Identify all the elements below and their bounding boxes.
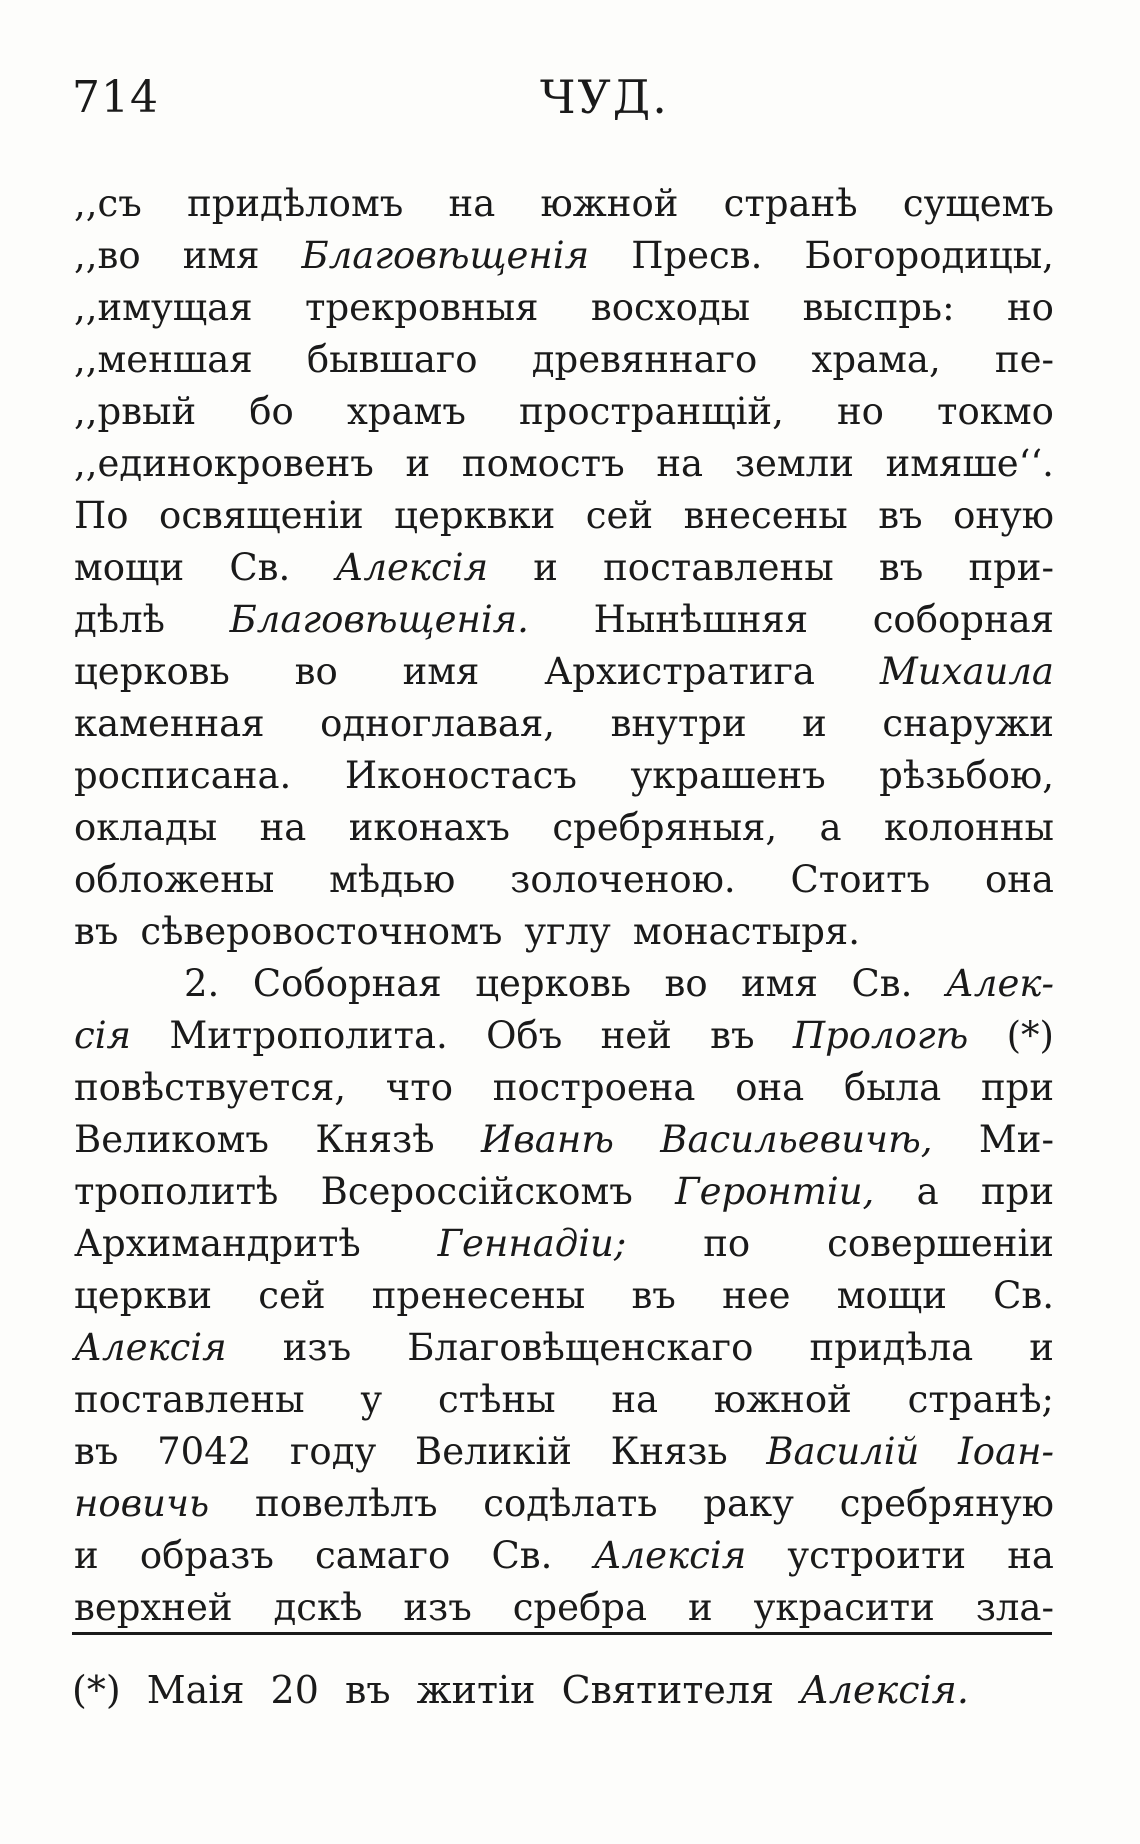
word: на [259,806,307,849]
text-line [74,1478,1054,1530]
word: сія [74,1014,132,1057]
word: изъ [282,1326,352,1369]
word: По [74,494,129,537]
word: Маія [146,1668,245,1712]
word: церкви [74,1274,212,1317]
word: 20 [270,1668,319,1712]
text-line [74,854,1054,906]
text-line [74,1166,1054,1218]
page-number: 714 [72,72,159,123]
word: самаго [315,1534,451,1577]
word: а [819,806,842,849]
word: южной [713,1378,852,1421]
word: и [405,442,431,485]
word: пространщій, [518,390,784,433]
word: Алексія. [800,1668,969,1712]
word: Благовѣщенія [301,234,590,277]
text-line [74,1426,1054,1478]
word: житіи [416,1668,536,1712]
text-line [74,1374,1054,1426]
word: Пресв. [631,234,763,277]
text-line [74,282,1054,334]
word: пренесены [371,1274,586,1317]
text-line [74,1530,1054,1582]
word: мощи [74,546,185,589]
word: Св. [491,1534,553,1577]
word: ,,единокровенъ [74,442,374,485]
word: сребряную [839,1482,1054,1525]
text-line [74,750,1054,802]
word: 2. [184,962,220,1005]
footnote [72,1668,983,1712]
word: Св. [993,1274,1054,1317]
word: зла- [975,1586,1054,1629]
word: колонны [883,806,1054,849]
word: у [360,1378,383,1421]
word: пе- [994,338,1054,381]
word: на [448,182,496,225]
body-text [74,178,1054,1634]
word: внутри [610,702,747,745]
word: бывшаго [306,338,478,381]
word: сребряныя, [552,806,778,849]
word: древяннаго [531,338,758,381]
text-line [74,1062,1054,1114]
word: росписана. [74,754,292,797]
word: она [984,858,1054,901]
word: была [843,1066,942,1109]
word: имя [402,650,480,693]
word: стѣны [437,1378,556,1421]
word: имя [182,234,260,277]
word: сѣверовосточномъ [140,910,503,953]
word: снаружи [882,702,1054,745]
word: церковь [475,962,631,1005]
word: сущемъ [902,182,1054,225]
word: раку [703,1482,794,1525]
word: Князѣ [315,1118,435,1161]
word: но [1007,286,1054,329]
word: и [74,1534,99,1577]
word: сей [585,494,654,537]
word: Иванѣ [480,1118,614,1161]
word: ,,съ [74,182,142,225]
word: токмо [937,390,1054,433]
text-line [74,698,1054,750]
word: оклады [74,806,218,849]
word: одноглавая, [320,702,556,745]
word: Ми- [978,1118,1054,1161]
word: совершеніи [827,1222,1054,1265]
word: имя [741,962,818,1005]
word: верхней [74,1586,233,1629]
word: ,,меншая [74,338,253,381]
word: церковь [74,650,230,693]
word: обложены [74,858,275,901]
word: Благовѣщенскаго [407,1326,754,1369]
text-line [74,178,1054,230]
text-line [74,386,1054,438]
word: мѣдью [329,858,456,901]
text-line [74,542,1054,594]
word: дѣлѣ [74,598,165,641]
word: внесены [683,494,848,537]
word: содѣлать [483,1482,658,1525]
word: повѣствуется, [74,1066,347,1109]
word: она [735,1066,805,1109]
word: украсити [753,1586,935,1629]
word: Алексія [593,1534,747,1577]
running-head: ЧУД. [540,70,669,124]
word: Нынѣшняя [593,598,809,641]
word: Великій [415,1430,572,1473]
word: въ [878,494,923,537]
word: храма, [811,338,941,381]
word: Св. [851,962,913,1005]
word: на [1007,1534,1054,1577]
word: трекровныя [305,286,539,329]
word: храмъ [346,390,466,433]
word: придѣломъ [187,182,404,225]
word: Архистратига [544,650,815,693]
word: Алексія [74,1326,227,1369]
text-line [74,230,1054,282]
text-line [74,646,1054,698]
word: сей [258,1274,326,1317]
word: въ [345,1668,391,1712]
word: трополитѣ [74,1170,279,1213]
word: Васильевичѣ, [660,1118,933,1161]
word: образъ [139,1534,274,1577]
text-line [74,958,1054,1010]
word: Иконостасъ [344,754,577,797]
word: ней [600,1014,672,1057]
word: золоченою. [510,858,736,901]
text-line [74,594,1054,646]
footnote-marker: (*) [72,1668,121,1712]
word: каменная [74,702,265,745]
text-line [74,490,1054,542]
text-line [74,1218,1054,1270]
word: Геронтіи, [675,1170,875,1213]
word: ,,имущая [74,286,253,329]
word: году [290,1430,377,1473]
word: въ [74,910,119,953]
word: что [385,1066,454,1109]
word: выспрь: [802,286,955,329]
word: Митрополита. [169,1014,448,1057]
word: при- [968,546,1054,589]
word: Богородицы, [804,234,1054,277]
word: въ [74,1430,119,1473]
word: въ [710,1014,755,1057]
word: Прологѣ [792,1014,969,1057]
word: углу [524,910,611,953]
word: имяше‘‘. [885,442,1054,485]
word: Алек- [945,962,1054,1005]
text-line [74,1582,1054,1634]
text-line [74,802,1054,854]
text-line [74,438,1054,490]
word: Объ [486,1014,563,1057]
word: поставлены [74,1378,305,1421]
word: построена [492,1066,696,1109]
word: странѣ; [907,1378,1054,1421]
word: Великомъ [74,1118,269,1161]
word: Геннадіи; [437,1222,627,1265]
text-line [74,906,1054,958]
footnote-rule [72,1632,1052,1635]
text-line [74,1322,1054,1374]
word: (*) [1006,1014,1054,1057]
word: придѣла [809,1326,974,1369]
word: въ [878,546,924,589]
text-line [74,334,1054,386]
word: во [664,962,708,1005]
text-line [74,1114,1054,1166]
word: а [916,1170,939,1213]
word: Стоитъ [790,858,931,901]
word: въ [631,1274,676,1317]
word: Всероссійскомъ [320,1170,633,1213]
word: во [294,650,338,693]
word: мощи [836,1274,947,1317]
word: Михаила [879,650,1054,693]
word: Іоан- [958,1430,1054,1473]
word: Князь [610,1430,728,1473]
word: Архимандритѣ [74,1222,361,1265]
word: и [687,1586,713,1629]
word: дскѣ [273,1586,363,1629]
word: ,,во [74,234,141,277]
word: и [802,702,827,745]
word: бо [249,390,294,433]
text-line [74,1010,1054,1062]
word: поставлены [603,546,834,589]
word: сребра [512,1586,648,1629]
word: изъ [403,1586,472,1629]
word: оную [953,494,1054,537]
word: южной [540,182,679,225]
word: на [656,442,704,485]
word: монастыря. [632,910,861,953]
word: помостъ [461,442,625,485]
word: Святителя [561,1668,774,1712]
word: украшенъ [630,754,826,797]
word: Благовѣщенія. [229,598,529,641]
word: устроити [787,1534,967,1577]
word: освященіи [159,494,364,537]
word: и [1029,1326,1054,1369]
word: Соборная [252,962,442,1005]
word: иконахъ [348,806,510,849]
word: на [611,1378,659,1421]
word: Алексія [335,546,489,589]
word: восходы [590,286,751,329]
word: странѣ [723,182,858,225]
word: но [836,390,884,433]
word: соборная [872,598,1054,641]
word: 7042 [157,1430,252,1473]
word: церквки [394,494,556,537]
word: Св. [229,546,291,589]
word: рѣзьбою, [879,754,1054,797]
text-line [74,1270,1054,1322]
word: по [703,1222,751,1265]
word: ,,рвый [74,390,197,433]
word: нее [722,1274,791,1317]
word: и [533,546,558,589]
word: при [980,1170,1054,1213]
word: новичь [74,1482,210,1525]
word: повелѣлъ [254,1482,438,1525]
word: при [980,1066,1054,1109]
word: Василій [766,1430,920,1473]
word: земли [734,442,854,485]
